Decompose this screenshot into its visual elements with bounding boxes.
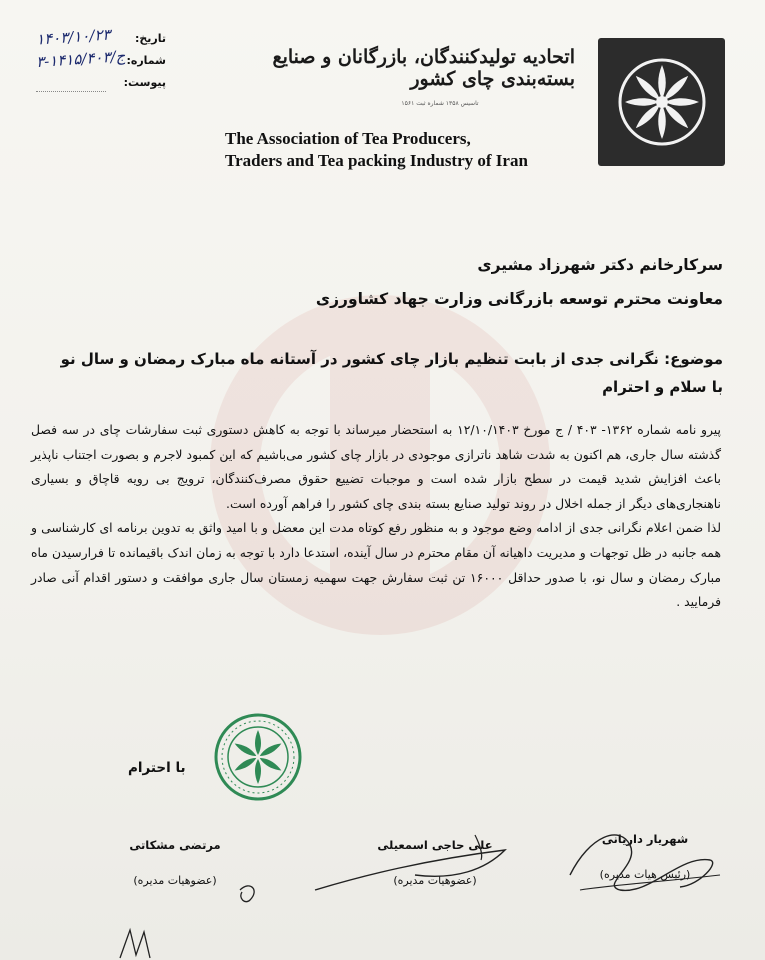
addressee-title: معاونت محترم توسعه بازرگانی وزارت جهاد کشاورزی	[315, 290, 723, 308]
signature-3-scribble	[100, 860, 280, 960]
letter-meta	[35, 25, 166, 96]
org-name-english-line1: The Association of Tea Producers,	[225, 129, 471, 148]
signature-1-scribble	[560, 815, 730, 900]
association-logo	[598, 38, 725, 166]
signatory-3-role: (عضوهیات مدیره)	[133, 874, 217, 887]
date-value: ۱۴۰۳/۱۰/۲۳	[35, 25, 112, 49]
addressee-block	[83, 250, 723, 318]
org-name-english-line2: Traders and Tea packing Industry of Iran	[225, 151, 528, 170]
attachment-row	[36, 74, 166, 96]
number-value: ۳-۱۴۱۵/۴۰۳/ج	[35, 46, 126, 72]
signature-2-scribble	[305, 820, 525, 900]
org-name-persian: اتحادیه تولیدکنندگان، بازرگانان و صنایع بسته‌بندی چای کشور	[272, 46, 575, 90]
body-paragraph-1: پیرو نامه شماره ۱۳۶۲- ۴۰۳ / ج مورخ ۱۲/۱۰/۱۴۰۳ به استحضار میرساند با توجه به کاهش دستوری ثبت سفارشات چای در سه فصل گذشته سال جاری، هم اکنون به شدت شاهد ناترازی موجودی در بازار چای کشور می‌باشیم که این کمبود لاجرم و بصورت اجتناب ناپذیر باعث افزایش شدید قیمت در سطح بازار شده است و موجبات تضییع حقوق مصرف‌کنندگان، ترویج بی رویه قاچاق و بسیاری ناهنجاری‌های دیگر از جمله اخلال در روند تولید صنایع بسته بندی چای کشور را فراهم آورده است.	[31, 422, 721, 511]
signatory-1-role: (رئیس هیات مدیره)	[599, 868, 691, 881]
org-name-english	[225, 128, 555, 172]
number-row	[35, 46, 166, 74]
number-label: شماره:	[126, 54, 166, 67]
subject-block	[33, 345, 723, 401]
date-label: تاریخ:	[134, 32, 166, 45]
subject-line: موضوع: نگرانی جدی از بابت تنظیم بازار چای کشور در آستانه ماه مبارک رمضان و سال نو	[60, 350, 723, 368]
letter-body	[31, 418, 721, 615]
tea-leaf-logo-icon	[617, 57, 707, 147]
attachment-line	[36, 91, 106, 92]
addressee-name: سرکارخانم دکتر شهرزاد مشیری	[477, 256, 723, 274]
org-registration-note: تاسیس ۱۳۵۸ شماره ثبت ۱۵۶۱	[401, 100, 479, 107]
body-paragraph-2: لذا ضمن اعلام نگرانی جدی از ادامه وضع موجود و به منظور رفع کوتاه مدت این معضل و با امید واثق به تدوین برنامه ای کارشناسی و همه جانبه در ظل توجهات و مدیریت داهیانه آن مقام محترم در سال آینده، استدعا دارد با توجه به زمان اندک باقیمانده تا فرارسیدن ماه مبارک رمضان و سال نو، با صدور حداقل ۱۶۰۰۰ تن ثبت سفارش جهت سهمیه زمستان سال جاری موافقت و دستور اقدام آنی صادر فرمایید .	[31, 520, 721, 610]
signatory-2-role: (عضوهیات مدیره)	[393, 874, 477, 887]
closing-regards: با احترام	[128, 760, 186, 776]
signatory-3-name: مرتضی مشکاتی	[129, 838, 221, 852]
signatory-2-name: علی حاجی اسمعیلی	[377, 838, 493, 852]
association-seal-icon	[213, 712, 303, 802]
signatory-1-name: شهریار داریانی	[601, 832, 689, 846]
attachment-label: پیوست:	[123, 76, 166, 89]
greeting-line: با سلام و احترام	[602, 378, 723, 396]
